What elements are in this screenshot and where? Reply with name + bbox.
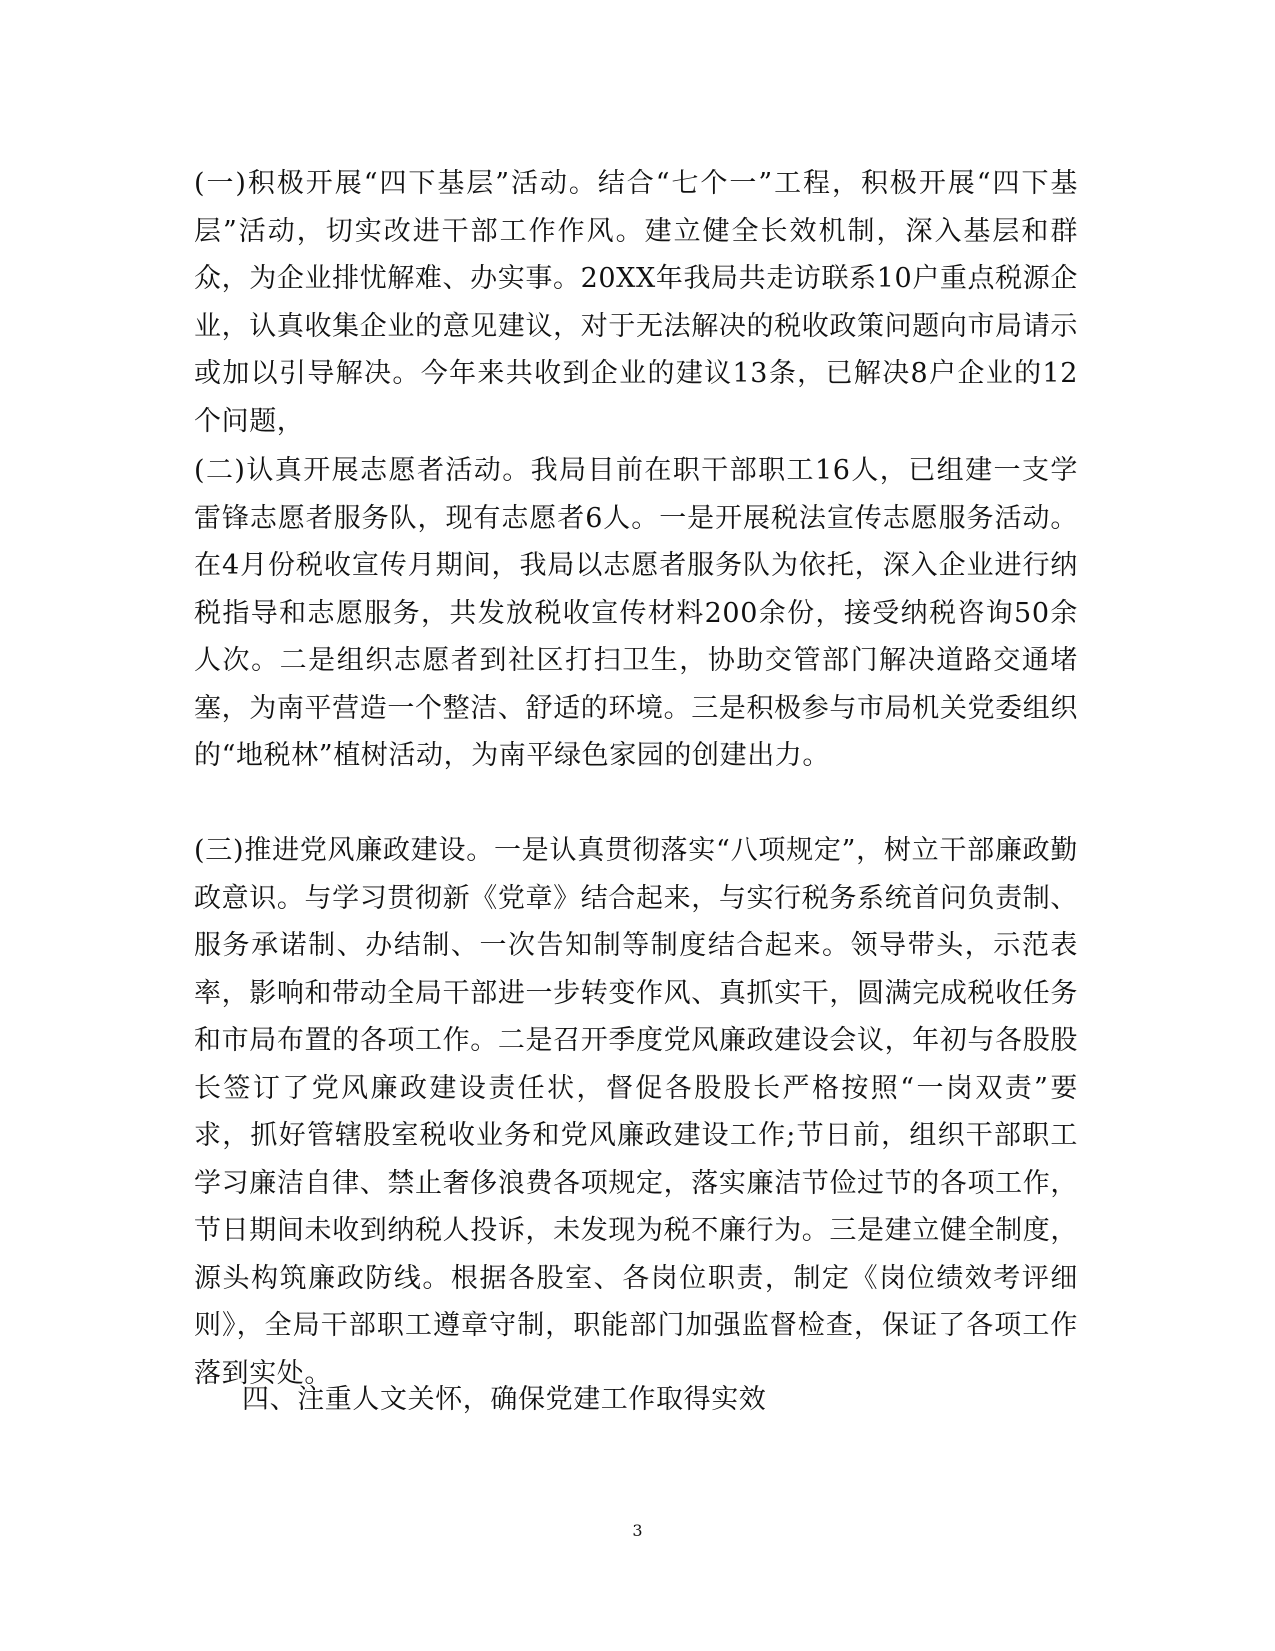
paragraph-party-integrity: (三)推进党风廉政建设。一是认真贯彻落实“八项规定”，树立干部廉政勤政意识。与学习贯彻新《党章》结合起来，与实行税务系统首问负责制、服务承诺制、办结制、一次告知制等制度结合起来。领导带头，示范表率，影响和带动全局干部进一步转变作风、真抓实干，圆满完成税收任务和市局布置的各项工作。二是召开季度党风廉政建设会议，年初与各股股长签订了党风廉政建设责任状，督促各股股长严格按照“一岗双责”要求，抓好管辖股室税收业务和党风廉政建设工作;节日前，组织干部职工学习廉洁自律、禁止奢侈浪费各项规定，落实廉洁节俭过节的各项工作，节日期间未收到纳税人投诉，未发现为税不廉行为。三是建立健全制度，源头构筑廉政防线。根据各股室、各岗位职责，制定《岗位绩效考评细则》，全局干部职工遵章守制，职能部门加强监督检查，保证了各项工作落到实处。 [194,835,1078,1389]
paragraph-volunteer-activities: (二)认真开展志愿者活动。我局目前在职干部职工16人，已组建一支学雷锋志愿者服务队，现有志愿者6人。一是开展税法宣传志愿服务活动。在4月份税收宣传月期间，我局以志愿者服务队为依托，深入企业进行纳税指导和志愿服务，共发放税收宣传材料200余份，接受纳税咨询50余人次。二是组织志愿者到社区打扫卫生，协助交管部门解决道路交通堵塞，为南平营造一个整洁、舒适的环境。三是积极参与市局机关党委组织的“地税林”植树活动，为南平绿色家园的创建出力。 [194,455,1078,771]
paragraph-volunteer-grassroots: (一)积极开展“四下基层”活动。结合“七个一”工程，积极开展“四下基层”活动，切实改进干部工作作风。建立健全长效机制，深入基层和群众，为企业排忧解难、办实事。20XX年我局共走访联系10户重点税源企业，认真收集企业的意见建议，对于无法解决的税收政策问题向市局请示或加以引导解决。今年来共收到企业的建议13条，已解决8户企业的12个问题， [194,168,1078,437]
page-number: 3 [632,1521,643,1540]
section-heading: 四、注重人文关怀，确保党建工作取得实效 [242,1384,767,1415]
